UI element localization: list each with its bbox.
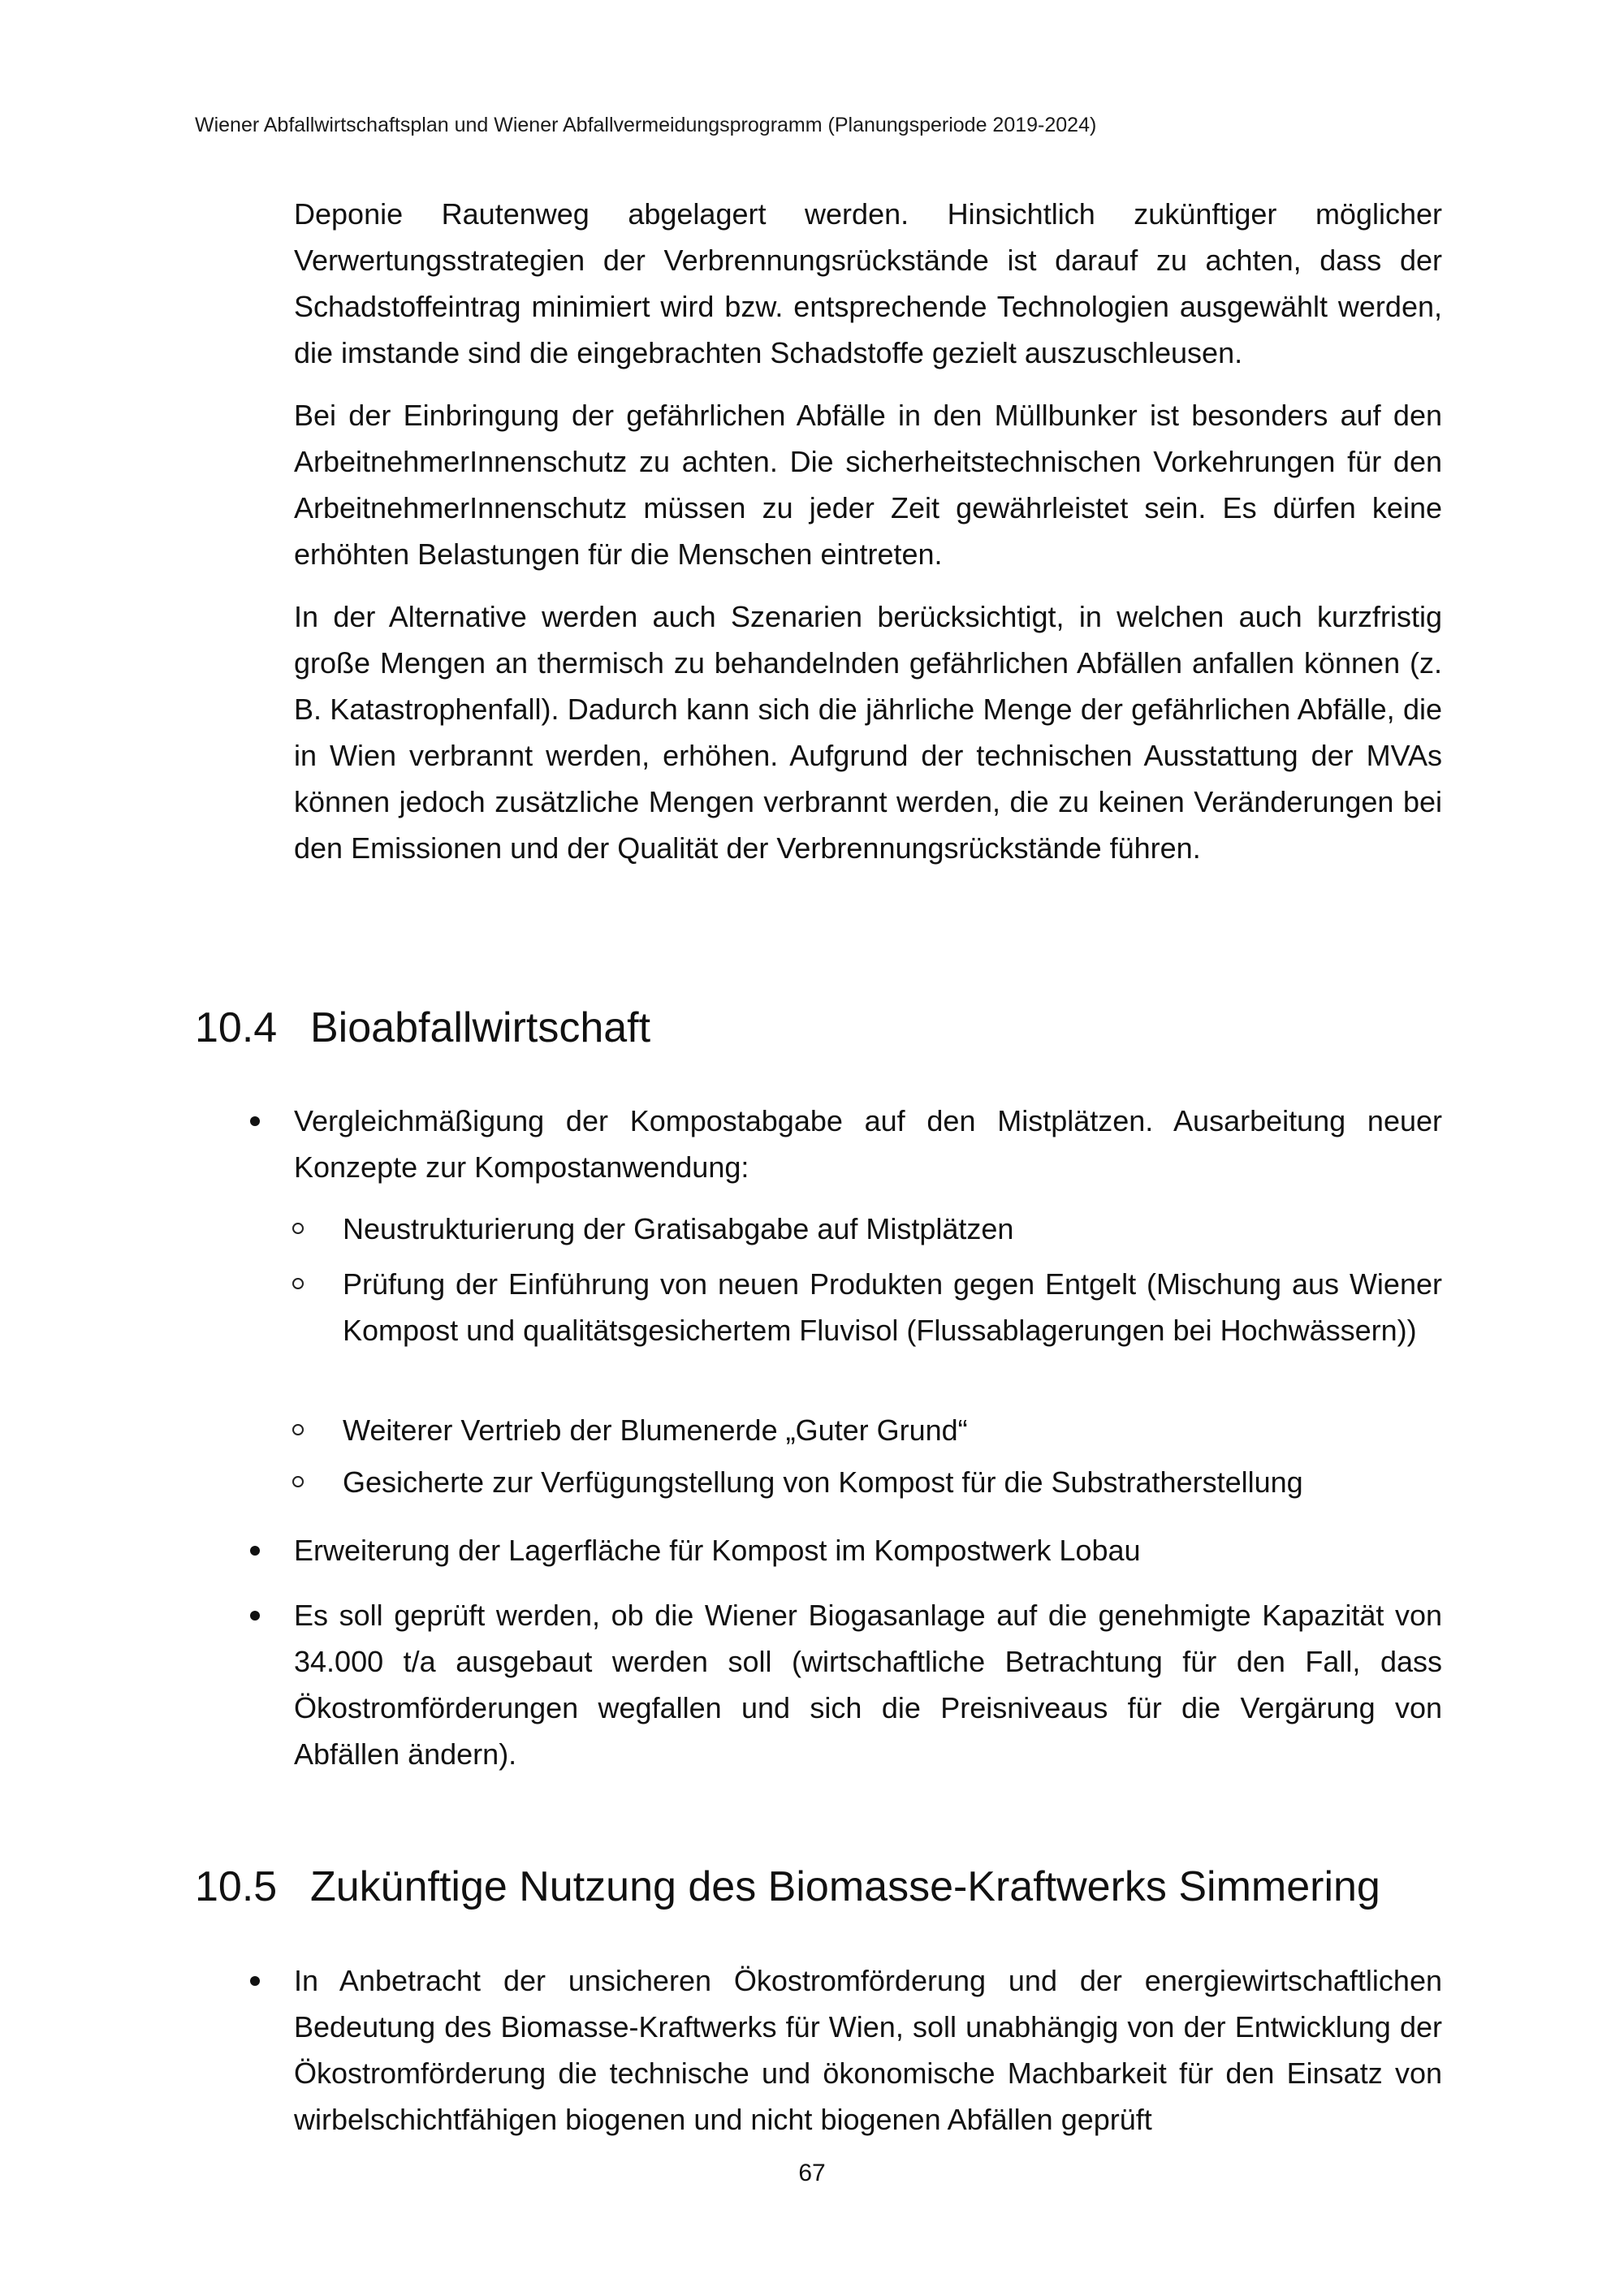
paragraph [294,191,1442,376]
page-number: 67 [798,2160,826,2186]
bullet-icon [250,1611,260,1621]
list-item-text: Erweiterung der Lagerfläche für Kompost im Kompostwerk Lobau [294,1534,1141,1567]
list-item-text: In Anbetracht der unsicheren Ökostromförderung und der energiewirtschaftlichen Bedeutung des Biomasse-Kraftwerks für Wien, soll unabhängig von der Entwicklung der Ökostromförderung die technische und ökonomische Machbarkeit für den Einsatz von wirbelschichtfähigen biogenen und nicht biogenen Abfällen geprüft [294,1964,1442,2136]
sub-list-item-text: Weiterer Vertrieb der Blumenerde „Guter Grund“ [343,1413,968,1447]
paragraph [294,593,1442,871]
paragraph-text: Bei der Einbringung der gefährlichen Abfälle in den Müllbunker ist besonders auf den ArbeitnehmerInnenschutz zu achten. Die sicherheitstechnischen Vorkehrungen für den ArbeitnehmerInnenschutz müssen zu jeder Zeit gewährleistet sein. Es dürfen keine erhöhten Belastungen für die Menschen eintreten. [294,399,1442,571]
circle-bullet-icon [292,1278,304,1289]
circle-bullet-icon [292,1476,304,1487]
sub-list-item-text: Gesicherte zur Verfügungstellung von Kompost für die Substratherstellung [343,1465,1303,1499]
running-header: Wiener Abfallwirtschaftsplan und Wiener Abfallvermeidungsprogramm (Planungsperiode 2019-2024) [195,114,1097,136]
bullet-icon [250,1546,260,1556]
bullet-icon [250,1116,260,1126]
list-item-text: Es soll geprüft werden, ob die Wiener Biogasanlage auf die genehmigte Kapazität von 34.000 t/a ausgebaut werden soll (wirtschaftliche Betrachtung für den Fall, dass Ökostromförderungen wegfallen und sich die Preisniveaus für die Vergärung von Abfällen ändern). [294,1599,1442,1771]
paragraph [294,392,1442,577]
circle-bullet-icon [292,1424,304,1435]
section-heading-10-4 [195,1002,650,1054]
section-number: 10.5 [195,1863,278,1910]
bullet-icon [250,1976,260,1986]
section-title: Zukünftige Nutzung des Biomasse-Kraftwerks Simmering [310,1863,1380,1910]
section-title: Bioabfallwirtschaft [310,1004,651,1051]
sub-list-item-text: Prüfung der Einführung von neuen Produkten gegen Entgelt (Mischung aus Wiener Kompost und qualitätsgesichertem Fluvisol (Flussablagerungen bei Hochwässern)) [343,1267,1442,1347]
sub-list-item-text: Neustrukturierung der Gratisabgabe auf Mistplätzen [343,1212,1014,1245]
paragraph-text: Deponie Rautenweg abgelagert werden. Hinsichtlich zukünftiger möglicher Verwertungsstrategien der Verbrennungsrückstände ist darauf zu achten, dass der Schadstoffeintrag minimiert wird bzw. entsprechende Technologien ausgewählt werden, die imstande sind die eingebrachten Schadstoffe gezielt auszuschleusen. [294,197,1442,369]
list-item-text: Vergleichmäßigung der Kompostabgabe auf den Mistplätzen. Ausarbeitung neuer Konzepte zur Kompostanwendung: [294,1104,1442,1184]
circle-bullet-icon [292,1223,304,1234]
section-number: 10.4 [195,1004,278,1051]
section-heading-10-5 [195,1861,1380,1913]
paragraph-text: In der Alternative werden auch Szenarien berücksichtigt, in welchen auch kurzfristig große Mengen an thermisch zu behandelnden gefährlichen Abfällen anfallen können (z. B. Katastrophenfall). Dadurch kann sich die jährliche Menge der gefährlichen Abfälle, die in Wien verbrannt werden, erhöhen. Aufgrund der technischen Ausstattung der MVAs können jedoch zusätzliche Mengen verbrannt werden, die zu keinen Veränderungen bei den Emissionen und der Qualität der Verbrennungsrückstände führen. [294,600,1442,865]
